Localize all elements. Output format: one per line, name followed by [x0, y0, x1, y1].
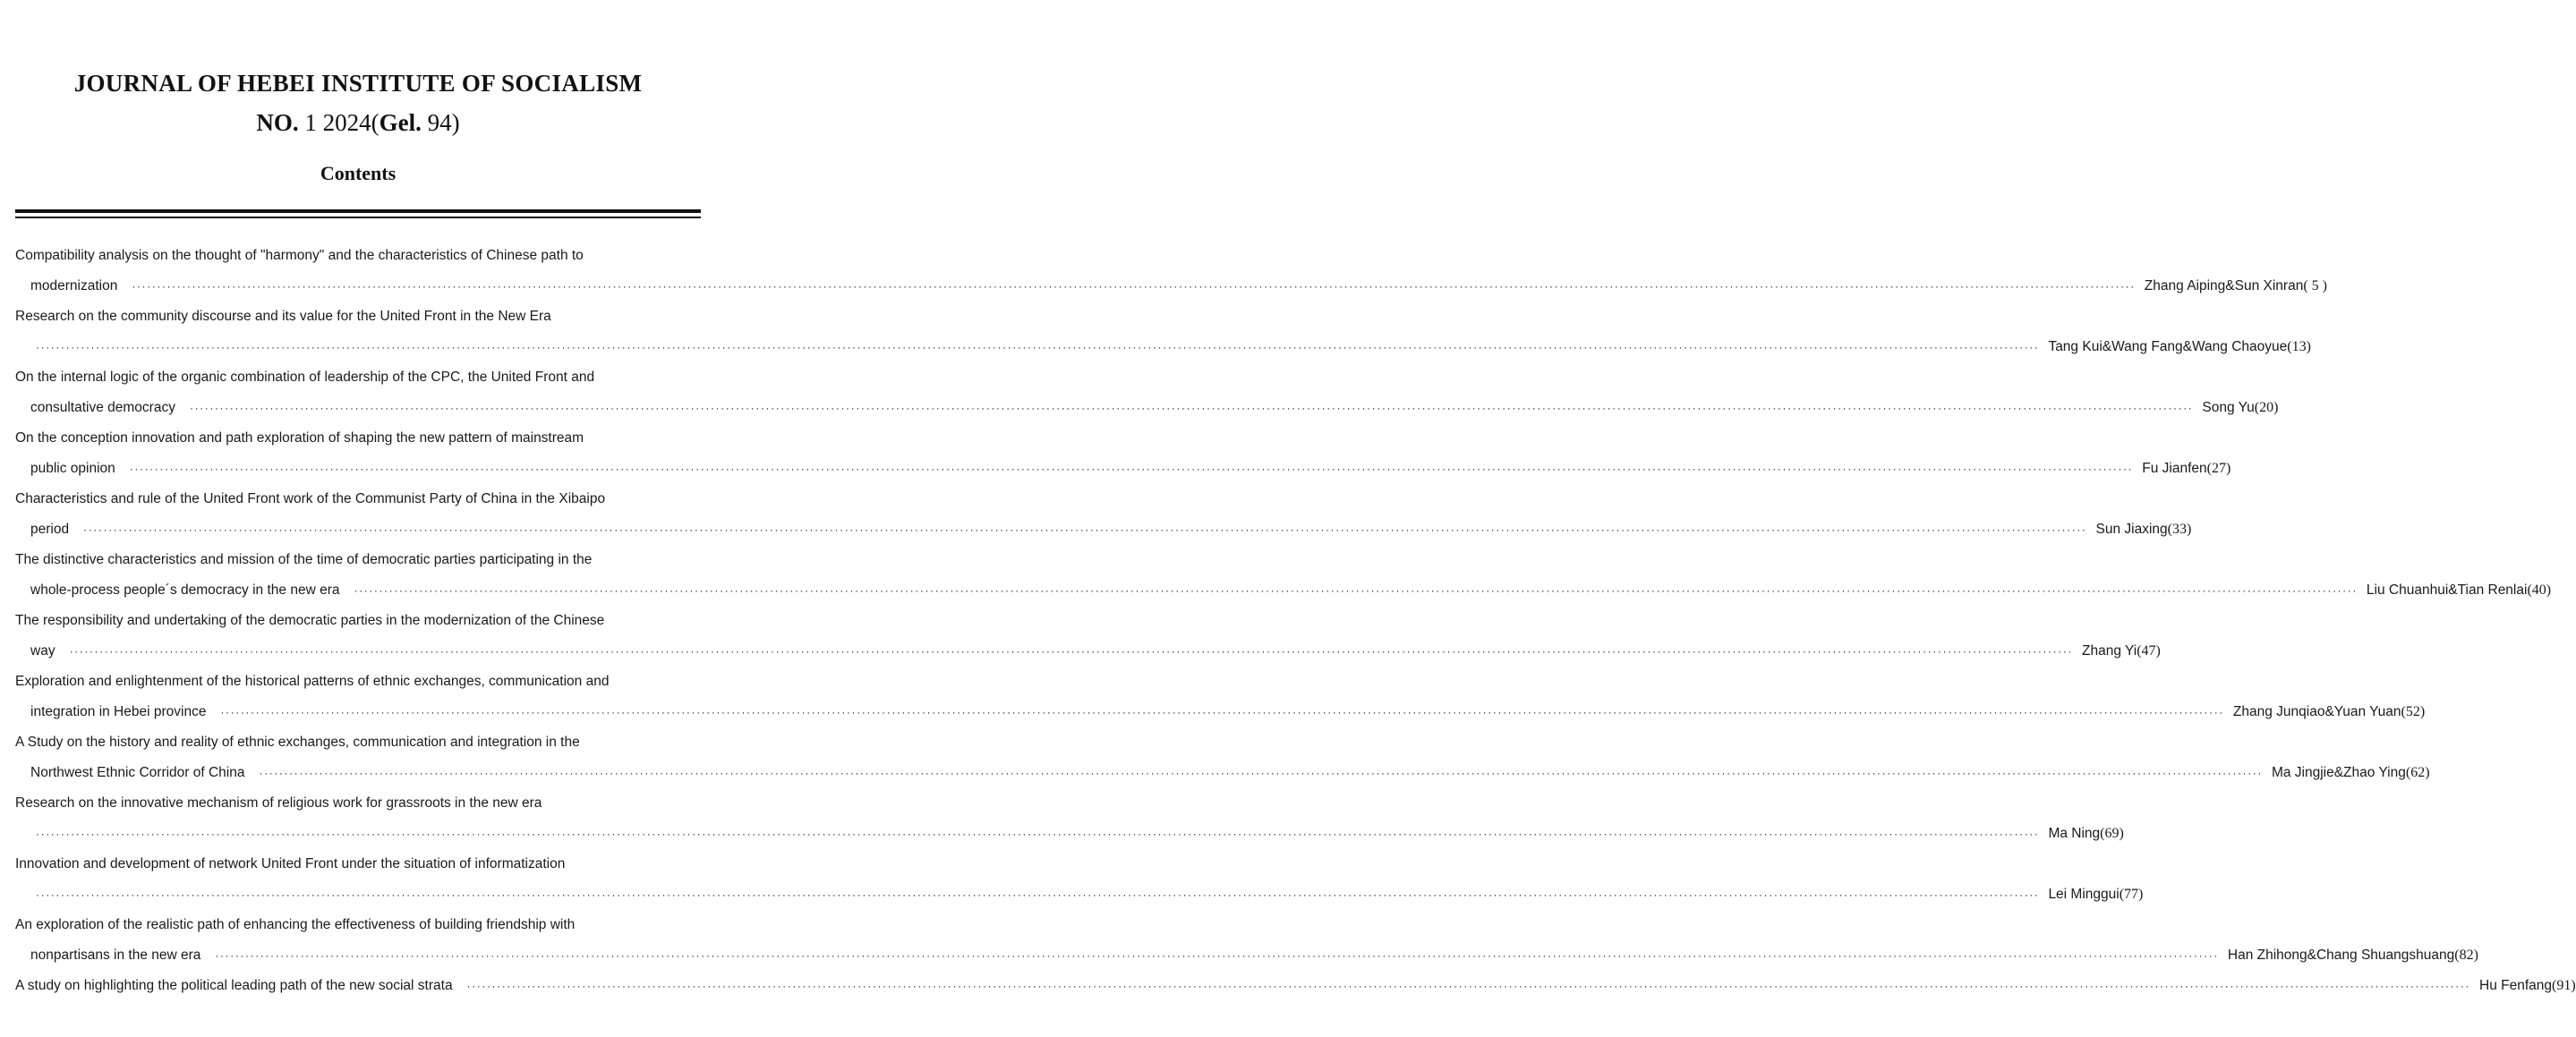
- dot-leader: ················································································································································································································································································································································································································: [466, 980, 2471, 992]
- toc-entry[interactable]: [15, 912, 2478, 973]
- toc-entry[interactable]: [15, 425, 2231, 486]
- toc-entry-title-line: [15, 303, 701, 334]
- article-title: On the internal logic of the organic combination of leadership of the CPC, the United Front and: [15, 370, 595, 385]
- dot-leader: ················································································································································································································································································································································································································: [36, 828, 2040, 840]
- dot-leader: ················································································································································································································································································································································································································: [36, 341, 2040, 353]
- page-number: (82): [2454, 948, 2478, 963]
- article-title: A study on highlighting the political leading path of the new social strata: [15, 978, 453, 993]
- toc-entry-author-line: [15, 577, 2552, 608]
- dot-leader: ················································································································································································································································································································································································································: [83, 523, 2087, 536]
- toc-entry[interactable]: [15, 547, 2552, 608]
- toc-entry-title-line: [15, 364, 701, 395]
- toc-entry-author-line: [15, 516, 2192, 547]
- page-number: (27): [2206, 461, 2231, 476]
- toc-entry-title-line: [15, 790, 701, 820]
- dot-leader: ················································································································································································································································································································································································································: [189, 402, 2194, 414]
- dot-leader: ················································································································································································································································································································································································································: [36, 888, 2040, 901]
- page-number: (40): [2527, 582, 2552, 598]
- toc-entry-title-line: [15, 729, 701, 760]
- article-title: A Study on the history and reality of ethnic exchanges, communication and integration in the: [15, 735, 580, 750]
- article-authors: Zhang Junqiao&Yuan Yuan: [2232, 704, 2401, 719]
- toc-entry-author-line: [15, 942, 2478, 973]
- toc-entry[interactable]: [15, 790, 2124, 851]
- toc-entry[interactable]: [15, 668, 2426, 729]
- article-title: Compatibility analysis on the thought of "harmony" and the characteristics of Chinese path to: [15, 248, 584, 263]
- issue-line: NO. 1 2024(Gel. 94): [256, 109, 460, 136]
- dot-leader: ················································································································································································································································································································································································································: [259, 767, 2263, 779]
- article-authors: Ma Jingjie&Zhao Ying: [2271, 765, 2406, 780]
- gel-label: Gel.: [379, 109, 422, 136]
- article-title: Research on the innovative mechanism of religious work for grassroots in the new era: [15, 795, 542, 811]
- page-number: (33): [2167, 522, 2192, 537]
- table-of-contents: [15, 242, 2576, 1003]
- toc-entry[interactable]: [15, 303, 2311, 364]
- toc-entry[interactable]: [15, 608, 2161, 668]
- article-title-continued: way: [30, 643, 55, 659]
- toc-entry-title-line: [15, 547, 701, 577]
- toc-entry-author-line: [15, 638, 2161, 668]
- toc-entry[interactable]: [15, 973, 2576, 1003]
- toc-entry[interactable]: [15, 364, 2279, 425]
- dot-leader: ················································································································································································································································································································································································································: [129, 463, 2134, 475]
- article-title: Characteristics and rule of the United Front work of the Communist Party of China in the Xibaipo: [15, 491, 606, 506]
- toc-entry-author-line: [15, 273, 2327, 303]
- article-authors: Zhang Yi: [2082, 643, 2137, 659]
- toc-entry-author-line: [15, 760, 2430, 790]
- article-title-continued: period: [30, 522, 70, 537]
- article-authors: Liu Chuanhui&Tian Renlai: [2366, 582, 2528, 598]
- dot-leader: ················································································································································································································································································································································································································: [354, 584, 2358, 597]
- issue-number: 1: [304, 109, 317, 136]
- toc-entry-title-line: [15, 973, 2576, 1003]
- toc-entry-title-line: [15, 242, 701, 273]
- page-number: ( 5 ): [2303, 278, 2327, 293]
- gel-number: 94: [427, 109, 452, 136]
- article-title-continued: consultative democracy: [30, 400, 175, 415]
- toc-entry-author-line: [15, 395, 2279, 425]
- article-title-continued: Northwest Ethnic Corridor of China: [30, 765, 245, 780]
- toc-entry[interactable]: [15, 242, 2327, 303]
- issue-label: NO.: [256, 109, 299, 136]
- toc-entry-title-line: [15, 425, 701, 455]
- article-title: Research on the community discourse and its value for the United Front in the New Era: [15, 309, 551, 324]
- article-title: An exploration of the realistic path of enhancing the effectiveness of building friendship with: [15, 917, 576, 932]
- article-authors: Lei Minggui: [2048, 887, 2120, 902]
- article-authors: Zhang Aiping&Sun Xinran: [2144, 278, 2304, 293]
- article-title: The distinctive characteristics and mission of the time of democratic parties participating in the: [15, 552, 593, 567]
- toc-entry-title-line: [15, 486, 701, 516]
- article-title-continued: public opinion: [30, 461, 115, 476]
- toc-entry-author-line: [15, 881, 2144, 912]
- toc-entry[interactable]: [15, 729, 2430, 790]
- contents-heading: Contents: [320, 162, 397, 184]
- page-number: (77): [2119, 887, 2144, 902]
- article-title-continued: nonpartisans in the new era: [30, 948, 201, 963]
- article-authors: Hu Fenfang: [2479, 978, 2553, 993]
- article-title: On the conception innovation and path exploration of shaping the new pattern of mainstream: [15, 430, 584, 446]
- toc-entry[interactable]: [15, 851, 2144, 912]
- article-authors: Song Yu: [2202, 400, 2255, 415]
- dot-leader: ················································································································································································································································································································································································································: [215, 949, 2219, 962]
- article-title-continued: whole-process people´s democracy in the new era: [30, 582, 340, 598]
- issue-year: 2024: [322, 109, 371, 136]
- page-number: (20): [2254, 400, 2279, 415]
- article-authors: Tang Kui&Wang Fang&Wang Chaoyue: [2048, 339, 2288, 354]
- divider-thick: [15, 209, 701, 213]
- article-authors: Fu Jianfen: [2142, 461, 2207, 476]
- page-number: (69): [2100, 826, 2124, 841]
- page-number: (13): [2287, 339, 2311, 354]
- toc-entry-author-line: [15, 455, 2231, 486]
- article-authors: Ma Ning: [2048, 826, 2101, 841]
- toc-entry-author-line: [15, 699, 2426, 729]
- article-title: The responsibility and undertaking of the democratic parties in the modernization of the Chinese: [15, 613, 605, 628]
- toc-entry-title-line: [15, 668, 701, 699]
- toc-entry-author-line: [15, 820, 2124, 851]
- dot-leader: ················································································································································································································································································································································································································: [69, 645, 2074, 658]
- toc-entry-author-line: [15, 334, 2311, 364]
- article-authors: Sun Jiaxing: [2095, 522, 2168, 537]
- page-number: (47): [2137, 643, 2161, 659]
- page-number: (62): [2405, 765, 2430, 780]
- page-number: (91): [2552, 978, 2576, 993]
- dot-leader: ················································································································································································································································································································································································································: [220, 706, 2224, 718]
- toc-entry[interactable]: [15, 486, 2192, 547]
- toc-entry-title-line: [15, 912, 701, 942]
- divider-thin: [15, 217, 701, 218]
- toc-entry-title-line: [15, 851, 701, 881]
- journal-title: JOURNAL OF HEBEI INSTITUTE OF SOCIALISM: [73, 70, 643, 97]
- toc-entry-title-line: [15, 608, 701, 638]
- article-title: Innovation and development of network United Front under the situation of informatization: [15, 856, 566, 871]
- article-authors: Han Zhihong&Chang Shuangshuang: [2227, 948, 2455, 963]
- article-title-continued: modernization: [30, 278, 118, 293]
- article-title-continued: integration in Hebei province: [30, 704, 207, 719]
- dot-leader: ················································································································································································································································································································································································································: [132, 280, 2136, 293]
- article-title: Exploration and enlightenment of the historical patterns of ethnic exchanges, communication and: [15, 674, 610, 689]
- page-number: (52): [2401, 704, 2426, 719]
